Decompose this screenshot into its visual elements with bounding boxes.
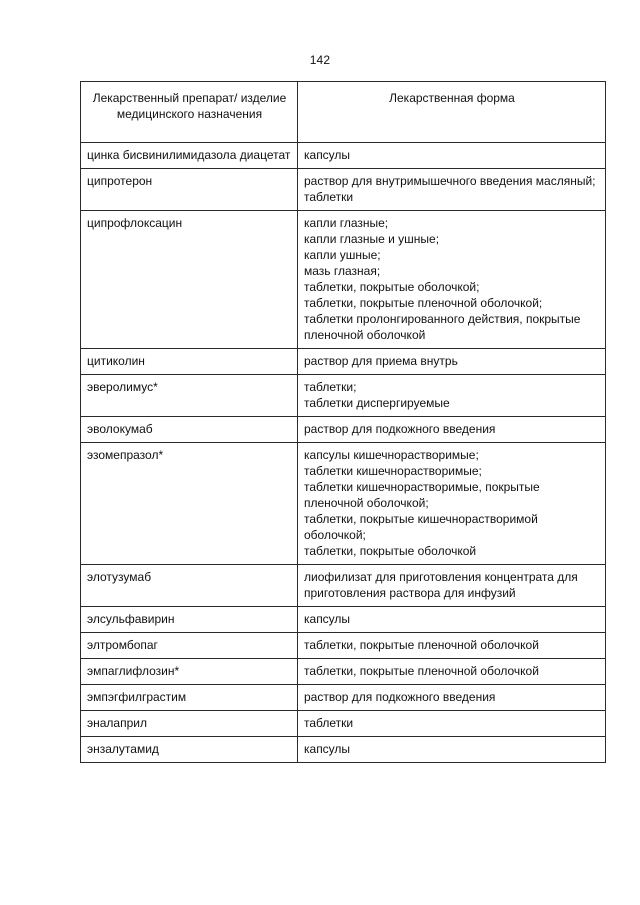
drug-name-cell: цинка бисвинилимидазола диацетат: [81, 143, 298, 169]
dosage-form-cell: [298, 607, 606, 633]
dosage-form-cell: [298, 685, 606, 711]
dosage-form-cell: [298, 443, 606, 565]
dosage-form-item: капсулы: [304, 612, 351, 626]
dosage-form-item: раствор для приема внутрь: [304, 354, 458, 368]
dosage-form-cell: [298, 211, 606, 349]
drug-name-cell: энзалутамид: [81, 737, 298, 763]
drug-table: [80, 81, 606, 763]
dosage-form-item: таблетки;: [304, 380, 357, 394]
dosage-form-item: таблетки: [304, 716, 354, 730]
dosage-form-item: таблетки пролонгированного действия, покрытые пленочной оболочкой: [304, 312, 581, 342]
dosage-form-item: лиофилизат для приготовления концентрата для приготовления раствора для инфузий: [304, 570, 578, 600]
drug-name-cell: эзомепразол*: [81, 443, 298, 565]
dosage-form-cell: [298, 565, 606, 607]
drug-name-cell: элсульфавирин: [81, 607, 298, 633]
table-row: [81, 633, 606, 659]
dosage-form-item: мазь глазная;: [304, 264, 381, 278]
table-row: [81, 685, 606, 711]
table-row: [81, 211, 606, 349]
drug-name-cell: цитиколин: [81, 349, 298, 375]
table-row: [81, 143, 606, 169]
dosage-form-item: капсулы: [304, 742, 351, 756]
dosage-form-item: капли глазные;: [304, 216, 389, 230]
dosage-form-item: капли ушные;: [304, 248, 381, 262]
dosage-form-cell: [298, 711, 606, 737]
drug-name-cell: ципрофлоксацин: [81, 211, 298, 349]
drug-name-cell: ципротерон: [81, 169, 298, 211]
table-row: [81, 565, 606, 607]
table-body: [81, 143, 606, 763]
dosage-form-item: капли глазные и ушные;: [304, 232, 440, 246]
table-row: [81, 607, 606, 633]
dosage-form-item: капсулы кишечнорастворимые;: [304, 448, 479, 462]
table-row: [81, 417, 606, 443]
drug-name-cell: эверолимус*: [81, 375, 298, 417]
table-row: [81, 349, 606, 375]
dosage-form-item: таблетки диспергируемые: [304, 396, 450, 410]
dosage-form-item: таблетки, покрытые оболочкой: [304, 544, 477, 558]
table-header-row: [81, 82, 606, 143]
dosage-form-cell: [298, 143, 606, 169]
table-row: [81, 659, 606, 685]
column-header-form: Лекарственная форма: [298, 82, 606, 143]
drug-name-cell: элотузумаб: [81, 565, 298, 607]
dosage-form-item: таблетки, покрытые оболочкой;: [304, 280, 480, 294]
dosage-form-cell: [298, 737, 606, 763]
drug-name-cell: эналаприл: [81, 711, 298, 737]
dosage-form-item: таблетки, покрытые пленочной оболочкой: [304, 664, 539, 678]
dosage-form-item: таблетки: [304, 190, 354, 204]
dosage-form-item: раствор для подкожного введения: [304, 422, 496, 436]
dosage-form-cell: [298, 349, 606, 375]
dosage-form-cell: [298, 417, 606, 443]
column-header-drug: Лекарственный препарат/ изделие медицинского назначения: [81, 82, 298, 143]
drug-name-cell: элтромбопаг: [81, 633, 298, 659]
drug-name-cell: эмпэгфилграстим: [81, 685, 298, 711]
table-row: [81, 737, 606, 763]
page-number: 142: [309, 53, 331, 67]
dosage-form-item: таблетки, покрытые пленочной оболочкой: [304, 638, 539, 652]
dosage-form-item: раствор для внутримышечного введения масляный;: [304, 174, 596, 188]
dosage-form-item: таблетки, покрытые кишечнорастворимой оболочкой;: [304, 512, 538, 542]
dosage-form-cell: [298, 659, 606, 685]
table-row: [81, 711, 606, 737]
dosage-form-item: таблетки кишечнорастворимые;: [304, 464, 482, 478]
table-row: [81, 443, 606, 565]
dosage-form-item: раствор для подкожного введения: [304, 690, 496, 704]
drug-name-cell: эволокумаб: [81, 417, 298, 443]
dosage-form-cell: [298, 169, 606, 211]
table-row: [81, 169, 606, 211]
dosage-form-cell: [298, 375, 606, 417]
drug-name-cell: эмпаглифлозин*: [81, 659, 298, 685]
dosage-form-item: капсулы: [304, 148, 351, 162]
table-row: [81, 375, 606, 417]
dosage-form-item: таблетки, покрытые пленочной оболочкой;: [304, 296, 543, 310]
dosage-form-item: таблетки кишечнорастворимые, покрытые пленочной оболочкой;: [304, 480, 540, 510]
dosage-form-cell: [298, 633, 606, 659]
